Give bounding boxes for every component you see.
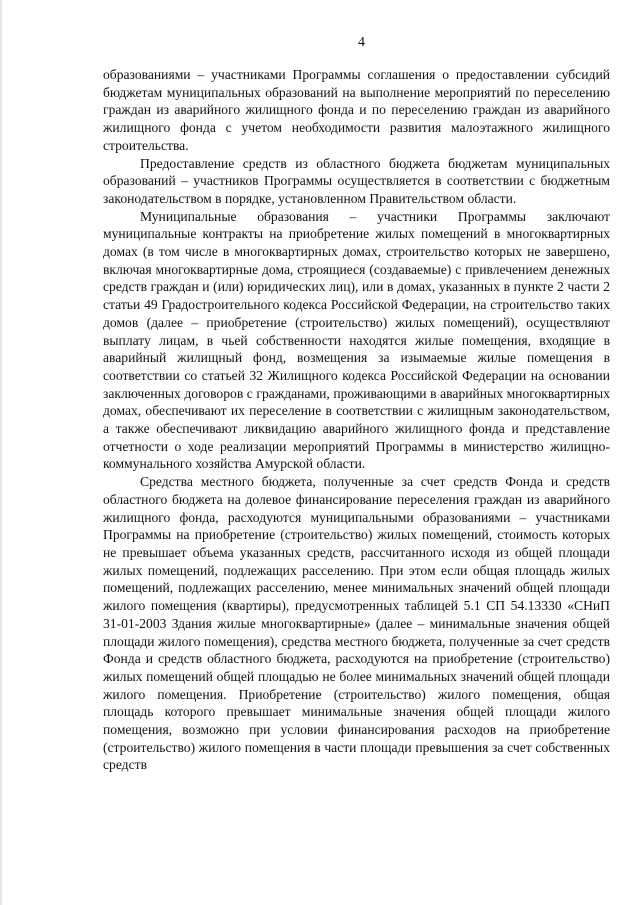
paragraph: Муниципальные образования – участники Программы заключают муниципальные контракты на приобретение жилых помещений в многоквартирных домах (в том числе в многоквартирных домах, строительство которых не завершено, включая многоквартирные дома, строящиеся (создаваемые) с привлечением денежных средств граждан и (или) юридических лиц), или в домах, указанных в пункте 2 части 2 статьи 49 Градостроительного кодекса Российской Федерации, на строительство таких домов (далее – приобретение (строительство) жилых помещений), осуществляют выплату лицам, в чьей собственности находятся жилые помещения, входящие в аварийный жилищный фонд, возмещения за изымаемые жилые помещения в соответствии со статьей 32 Жилищного кодекса Российской Федерации на основании заключенных договоров с гражданами, проживающими в аварийных многоквартирных домах, обеспечивают их переселение в соответствии с жилищным законодательством, а также обеспечивают ликвидацию аварийного жилищного фонда и представление отчетности о ходе реализации мероприятий Программы в министерство жилищно-коммунального хозяйства Амурской области. [103, 208, 610, 472]
paragraph: Предоставление средств из областного бюджета бюджетам муниципальных образований – участников Программы осуществляется в соответствии с бюджетным законодательством в порядке, установленном Правительством области. [103, 155, 610, 206]
paragraph: образованиями – участниками Программы соглашения о предоставлении субсидий бюджетам муниципальных образований на выполнение мероприятий по переселению граждан из аварийного жилищного фонда и по переселению граждан из аварийного жилищного фонда с учетом необходимости развития малоэтажного жилищного строительства. [103, 67, 610, 153]
document-body [103, 66, 610, 774]
scan-edge [0, 0, 2, 905]
paragraph: Средства местного бюджета, полученные за счет средств Фонда и средств областного бюджета на долевое финансирование переселения граждан из аварийного жилищного фонда, расходуются муниципальными образованиями – участниками Программы на приобретение (строительство) жилых помещений, стоимость которых не превышает объема указанных средств, рассчитанного исходя из общей площади жилых помещений, подлежащих расселению. При этом если общая площадь жилых помещений, подлежащих расселению, менее минимальных значений общей площади жилого помещения (квартиры), предусмотренных таблицей 5.1 СП 54.13330 «СНиП 31-01-2003 Здания жилые многоквартирные» (далее – минимальные значения общей площади жилого помещения), средства местного бюджета, полученные за счет средств Фонда и средств областного бюджета, расходуются на приобретение (строительство) жилых помещений общей площадью не более минимальных значений общей площади жилого помещения. Приобретение (строительство) жилого помещения, общая площадь которого превышает минимальные значения общей площади жилого помещения, возможно при условии финансирования расходов на приобретение (строительство) жилого помещения в части площади превышения за счет собственных средств [103, 474, 610, 773]
page-number: 4 [358, 35, 365, 50]
